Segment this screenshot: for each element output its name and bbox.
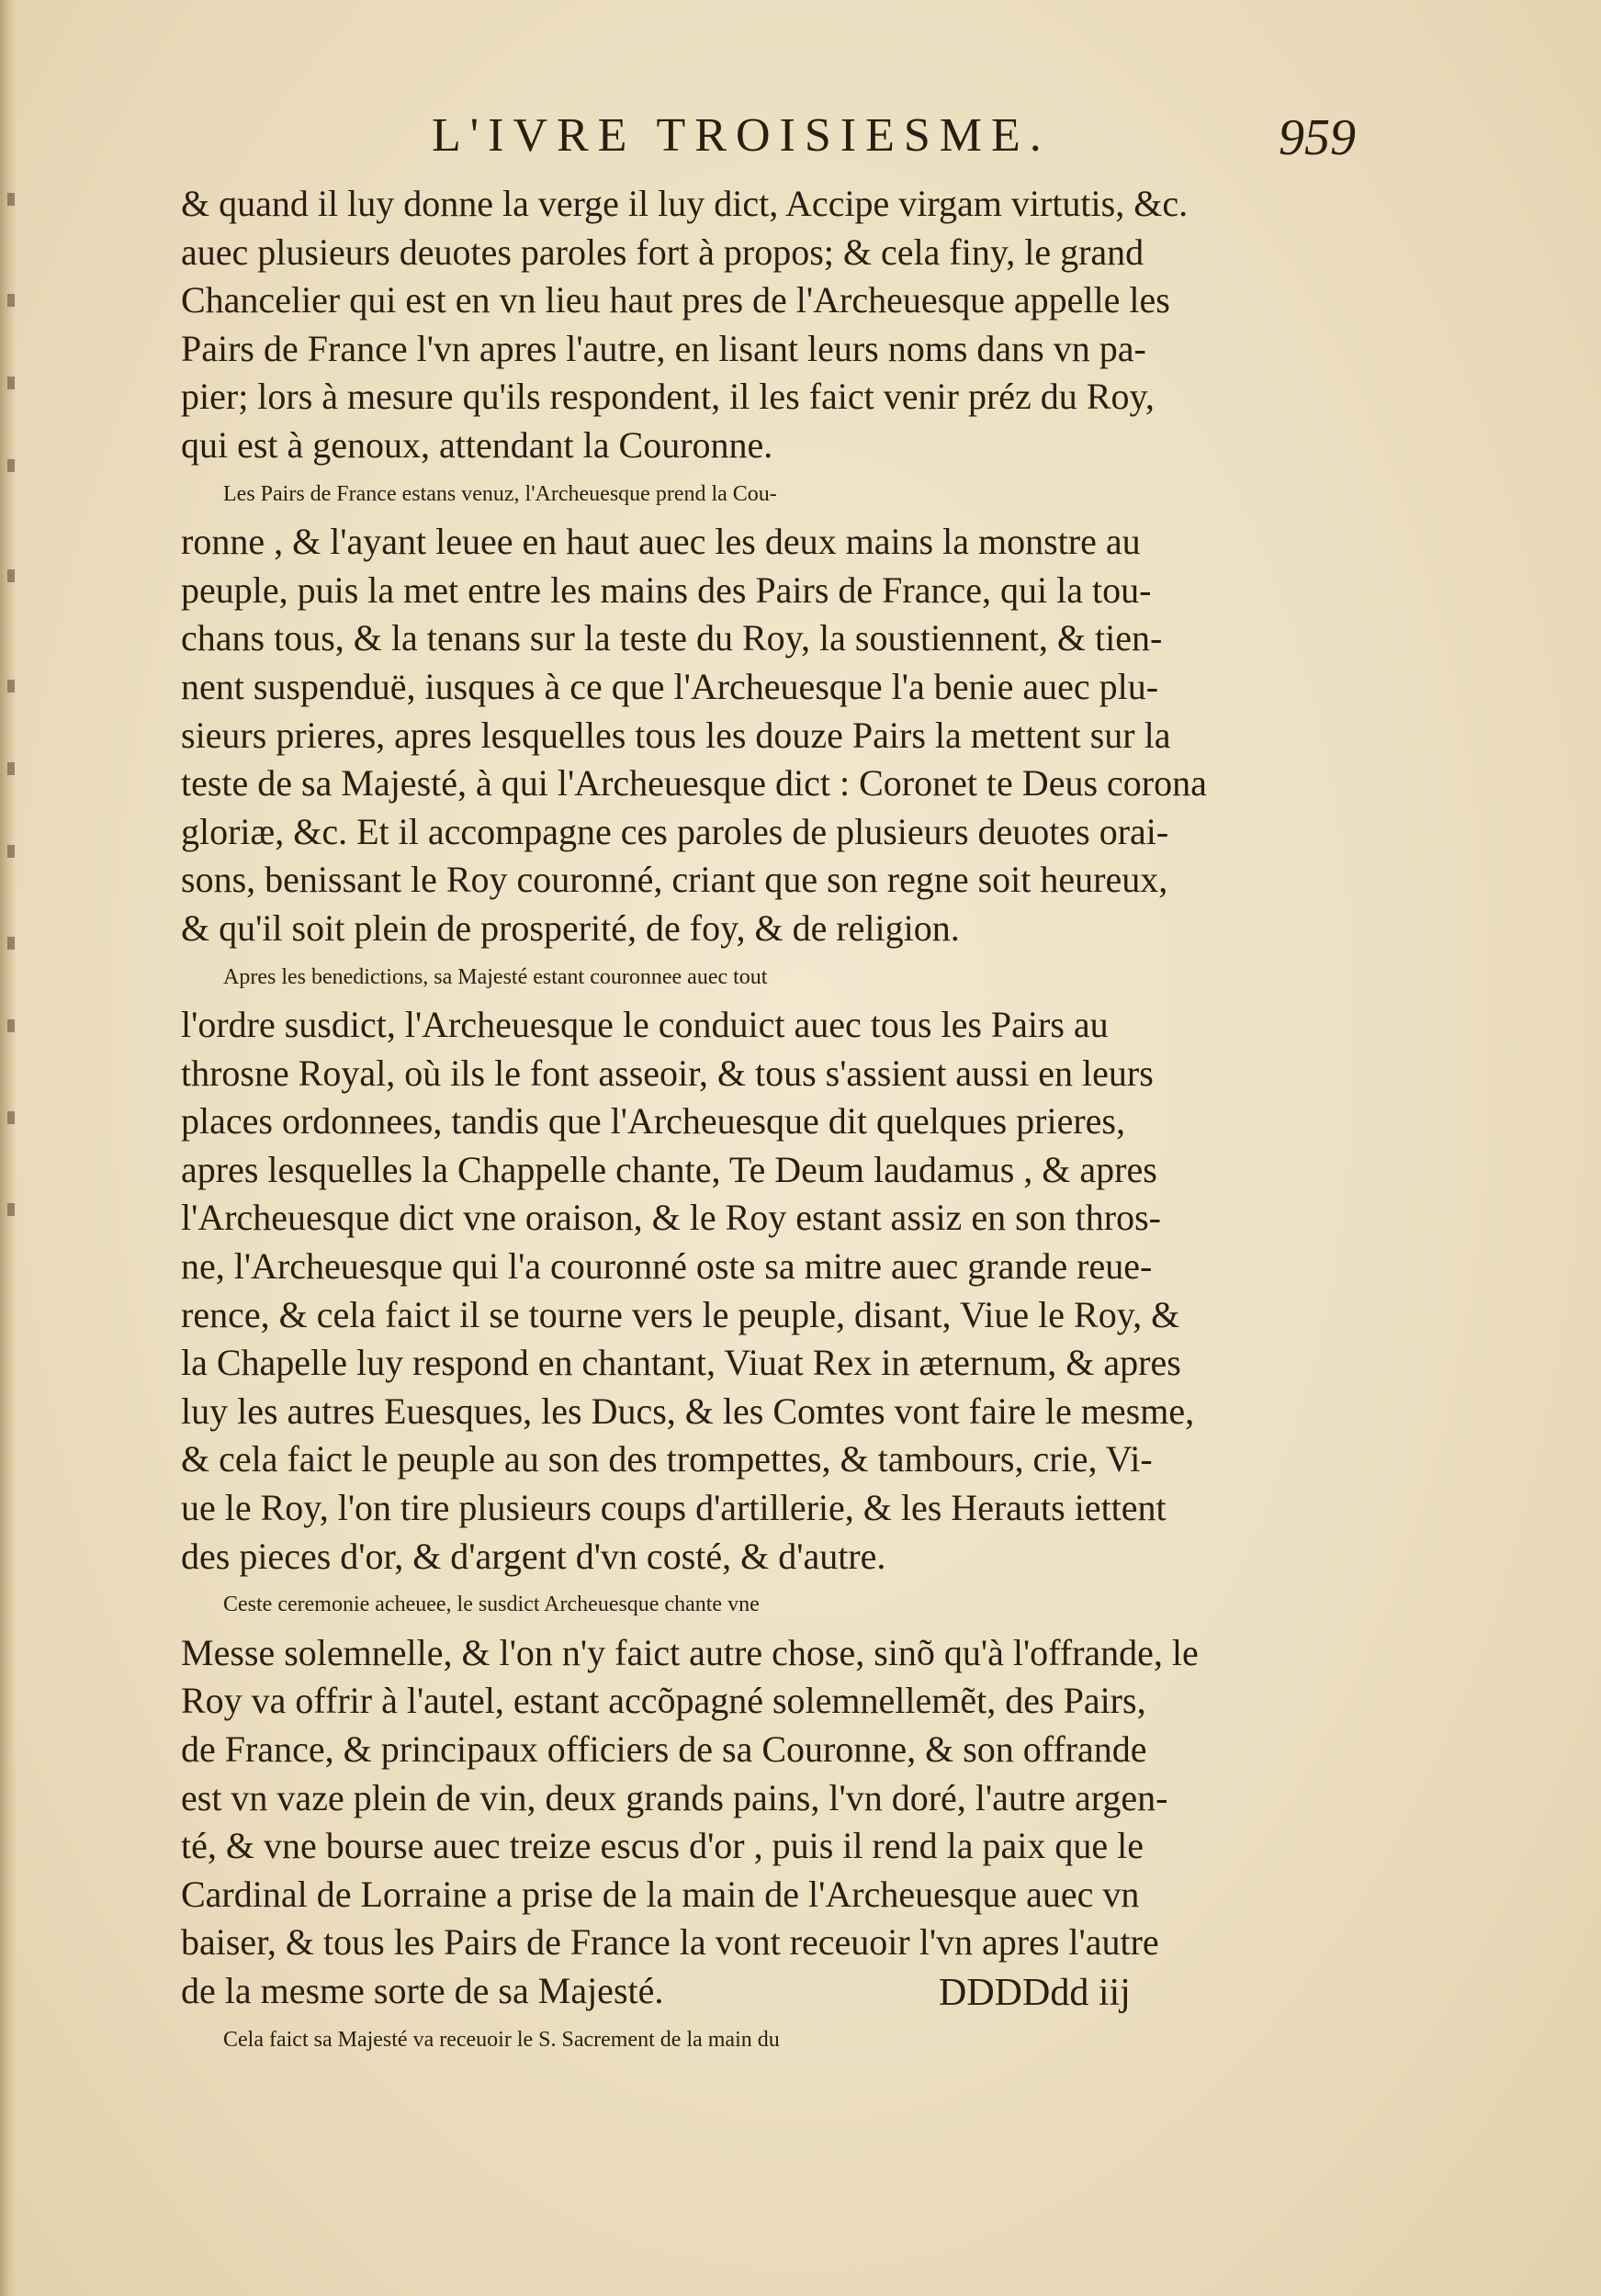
text-line: rence, & cela faict il se tourne vers le peuple, disant, Viue le Roy, & (181, 1293, 1180, 1335)
text-line: & qu'il soit plein de prosperité, de foy, & de religion. (181, 906, 960, 949)
text-line: & cela faict le peuple au son des trompettes, & tambours, crie, Vi- (181, 1438, 1153, 1480)
text-line: & quand il luy donne la verge il luy dict, Accipe virgam virtutis, &c. (181, 183, 1189, 224)
text-line: peuple, puis la met entre les mains des Pairs de France, qui la tou- (181, 568, 1152, 611)
text-line: Chancelier qui est en vn lieu haut pres de l'Archeuesque appelle les (181, 279, 1170, 321)
bleed-through-marks (7, 184, 24, 1286)
text-line: gloriæ, &c. Et il accompagne ces paroles de plusieurs deuotes orai- (181, 810, 1169, 852)
text-line: ne, l'Archeuesque qui l'a couronné oste sa mitre auec grande reue- (181, 1245, 1153, 1288)
text-line: Apres les benedictions, sa Majesté estant couronnee auec tout (223, 964, 768, 989)
text-line: de France, & principaux officiers de sa Couronne, & son offrande (181, 1728, 1147, 1770)
text-line: la Chapelle luy respond en chantant, Viuat Rex in æternum, & apres (181, 1342, 1181, 1384)
page-header (432, 108, 1356, 173)
text-line: des pieces d'or, & d'argent d'vn costé, & d'autre. (181, 1535, 886, 1577)
text-line: sons, benissant le Roy couronné, criant que son regne soit heureux, (181, 859, 1168, 901)
page-number: 959 (1279, 109, 1356, 166)
text-line: teste de sa Majesté, à qui l'Archeuesque dict : Coronet te Deus corona (181, 762, 1207, 805)
text-line: Ceste ceremonie acheuee, le susdict Archeuesque chante vne (223, 1593, 760, 1617)
text-line: l'ordre susdict, l'Archeuesque le conduict auec tous les Pairs au (181, 1004, 1109, 1046)
text-line: pier; lors à mesure qu'ils respondent, il les faict venir préz du Roy, (181, 376, 1155, 418)
text-line: qui est à genoux, attendant la Couronne. (181, 423, 773, 466)
text-line: de la mesme sorte de sa Majesté. (181, 1969, 664, 2011)
text-line: té, & vne bourse auec treize escus d'or , puis il rend la paix que le (181, 1825, 1144, 1867)
text-line: Roy va offrir à l'autel, estant accõpagné solemnellemẽt, des Pairs, (181, 1680, 1146, 1722)
text-line: auec plusieurs deuotes paroles fort à propos; & cela finy, le grand (181, 231, 1144, 273)
text-line: luy les autres Euesques, les Ducs, & les Comtes vont faire le mesme, (181, 1390, 1195, 1432)
text-line: throsne Royal, où ils le font asseoir, & tous s'assient aussi en leurs (181, 1052, 1154, 1094)
text-line: apres lesquelles la Chappelle chante, Te Deum laudamus , & apres (181, 1148, 1157, 1190)
text-line: ronne , & l'ayant leuee en haut auec les deux mains la monstre au (181, 521, 1141, 563)
text-line: Cela faict sa Majesté va receuoir le S. Sacrement de la main du (223, 2027, 780, 2052)
text-line: Les Pairs de France estans venuz, l'Archeuesque prend la Cou- (223, 481, 777, 506)
text-line: sieurs prieres, apres lesquelles tous les douze Pairs la mettent sur la (181, 714, 1171, 756)
text-line: places ordonnees, tandis que l'Archeuesque dit quelques prieres, (181, 1100, 1125, 1142)
text-line: chans tous, & la tenans sur la teste du Roy, la soustiennent, & tien- (181, 617, 1163, 659)
text-line: l'Archeuesque dict vne oraison, & le Roy estant assiz en son thros- (181, 1197, 1161, 1239)
text-line: baiser, & tous les Pairs de France la vont receuoir l'vn apres l'autre (181, 1921, 1159, 1964)
body-text (181, 180, 1412, 2064)
text-line: nent suspenduë, iusques à ce que l'Archeuesque l'a benie auec plu- (181, 665, 1159, 707)
running-title: L'IVRE TROISIESME. (432, 109, 1051, 162)
text-line: Pairs de France l'vn apres l'autre, en lisant leurs noms dans vn pa- (181, 327, 1146, 369)
text-line: Cardinal de Lorraine a prise de la main de l'Archeuesque auec vn (181, 1873, 1140, 1915)
text-line: Messe solemnelle, & l'on n'y faict autre chose, sinõ qu'à l'offrande, le (181, 1631, 1199, 1673)
signature-mark: DDDDdd iij (939, 1972, 1131, 2014)
text-line: est vn vaze plein de vin, deux grands pains, l'vn doré, l'autre argen- (181, 1776, 1168, 1818)
text-line: ue le Roy, l'on tire plusieurs coups d'artillerie, & les Herauts iettent (181, 1487, 1167, 1529)
